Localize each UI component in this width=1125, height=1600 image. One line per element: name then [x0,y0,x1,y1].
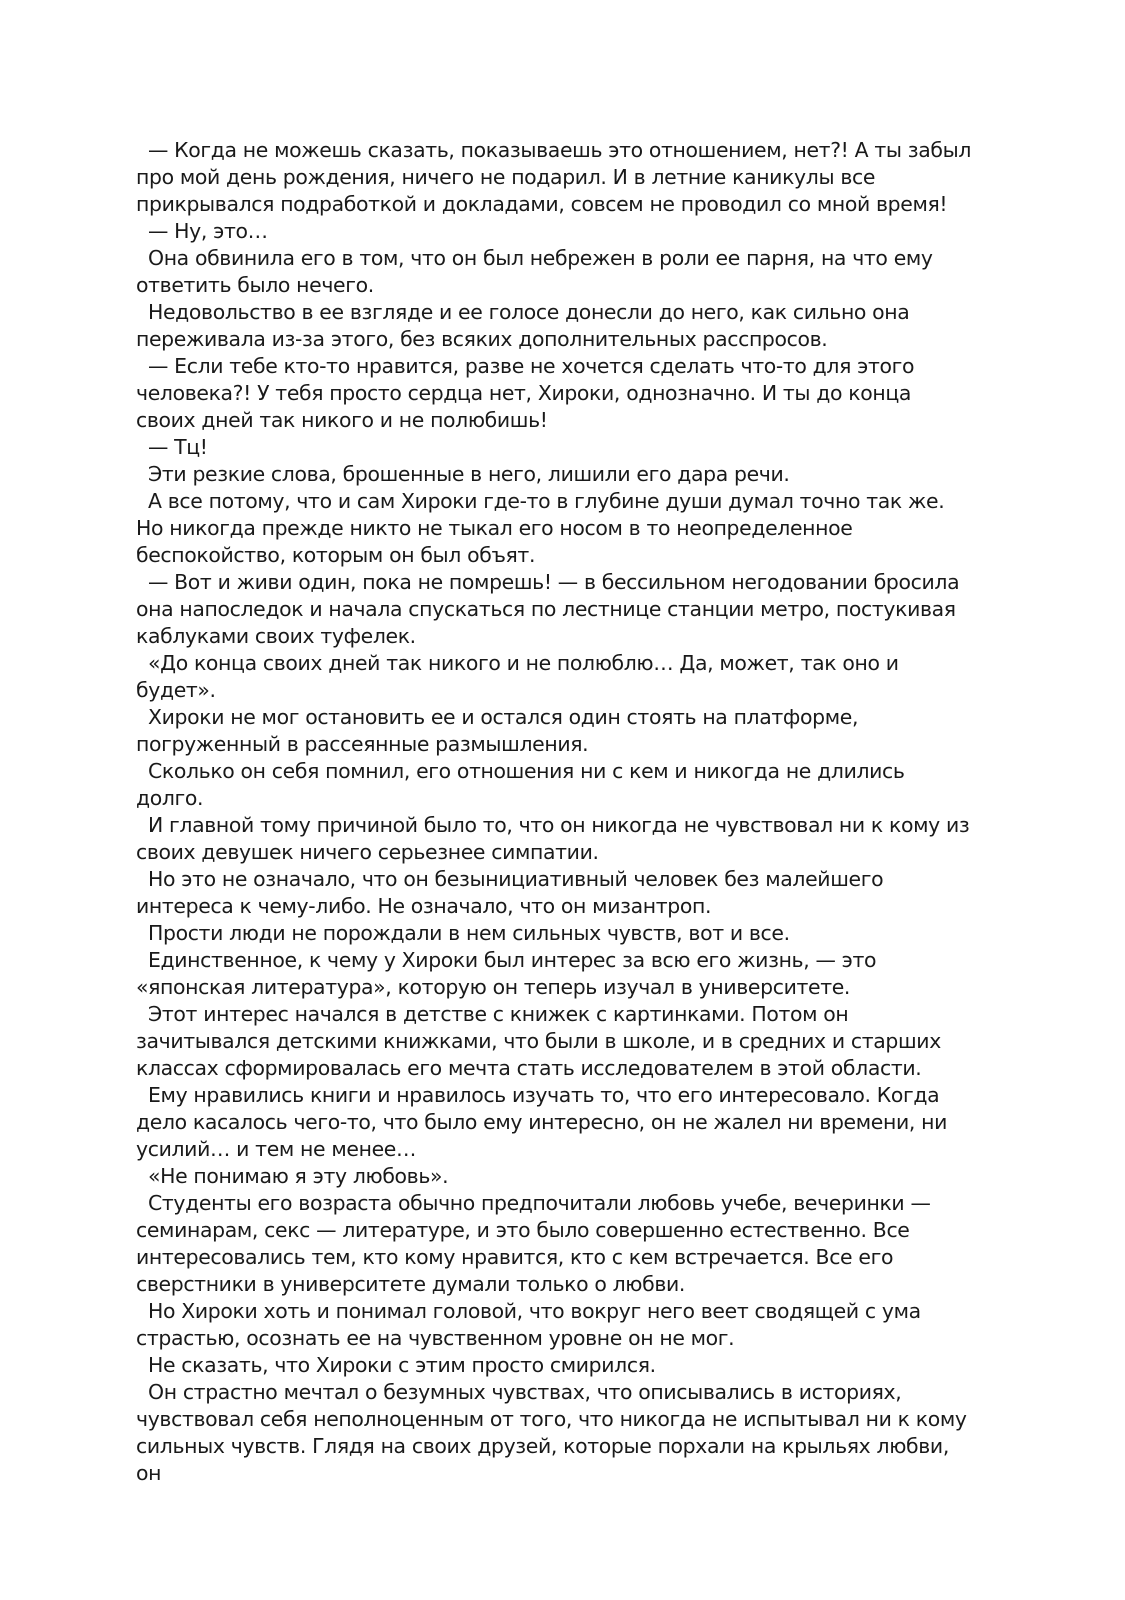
paragraph: Она обвинила его в том, что он был небрежен в роли ее парня, на что ему ответить было нечего. [136,246,933,297]
paragraph: Не сказать, что Хироки с этим просто смирился. [148,1353,656,1377]
paragraph: «Не понимаю я эту любовь». [148,1164,449,1188]
paragraph: Но Хироки хоть и понимал головой, что вокруг него веет сводящей с ума страстью, осознать ее на чувственном уровне он не мог. [136,1299,921,1350]
paragraph: Недовольство в ее взгляде и ее голосе донесли до него, как сильно она переживала из-за этого, без всяких дополнительных расспросов. [136,300,910,351]
paragraph: — Вот и живи один, пока не помрешь! — в бессильном негодовании бросила она напоследок и начала спускаться по лестнице станции метро, постукивая каблуками своих туфелек. [136,570,960,648]
paragraph: Ему нравились книги и нравилось изучать то, что его интересовало. Когда дело касалось чего-то, что было ему интересно, он не жалел ни времени, ни усилий… и тем не менее… [136,1083,948,1161]
paragraph: Эти резкие слова, брошенные в него, лишили его дара речи. [148,462,790,486]
paragraph: — Ну, это… [148,219,268,243]
paragraph: Студенты его возраста обычно предпочитали любовь учебе, вечеринки — семинарам, секс — литературе, и это было совершенно естественно. Все интересовались тем, кто кому нравится, кто с кем встречается. Все его сверстники в университете думали только о любви. [136,1191,931,1296]
paragraph: Но это не означало, что он безынициативный человек без малейшего интереса к чему-либо. Не означало, что он мизантроп. [136,867,884,918]
paragraph: — Когда не можешь сказать, показываешь это отношением, нет?! А ты забыл про мой день рождения, ничего не подарил. И в летние каникулы все прикрывался подработкой и докладами, совсем не проводил со мной время! [136,138,972,216]
paragraph: — Тц! [148,435,208,459]
body-text [136,137,976,1487]
paragraph: «До конца своих дней так никого и не полюблю… Да, может, так оно и будет». [136,651,899,702]
paragraph: — Если тебе кто-то нравится, разве не хочется сделать что-то для этого человека?! У тебя просто сердца нет, Хироки, однозначно. И ты до конца своих дней так никого и не полюбишь! [136,354,915,432]
paragraph: Сколько он себя помнил, его отношения ни с кем и никогда не длились долго. [136,759,905,810]
paragraph: Этот интерес начался в детстве с книжек с картинками. Потом он зачитывался детскими книжками, что были в школе, и в средних и старших классах сформировалась его мечта стать исследователем в этой области. [136,1002,941,1080]
paragraph: Он страстно мечтал о безумных чувствах, что описывались в историях, чувствовал себя неполноценным от того, что никогда не испытывал ни к кому сильных чувств. Глядя на своих друзей, которые порхали на крыльях любви, он [136,1380,967,1485]
paragraph: Прости люди не порождали в нем сильных чувств, вот и все. [148,921,790,945]
paragraph: И главной тому причиной было то, что он никогда не чувствовал ни к кому из своих девушек ничего серьезнее симпатии. [136,813,970,864]
paragraph: А все потому, что и сам Хироки где-то в глубине души думал точно так же. Но никогда прежде никто не тыкал его носом в то неопределенное беспокойство, которым он был объят. [136,489,945,567]
paragraph: Единственное, к чему у Хироки был интерес за всю его жизнь, — это «японская литература», которую он теперь изучал в университете. [136,948,877,999]
paragraph: Хироки не мог остановить ее и остался один стоять на платформе, погруженный в рассеянные размышления. [136,705,859,756]
